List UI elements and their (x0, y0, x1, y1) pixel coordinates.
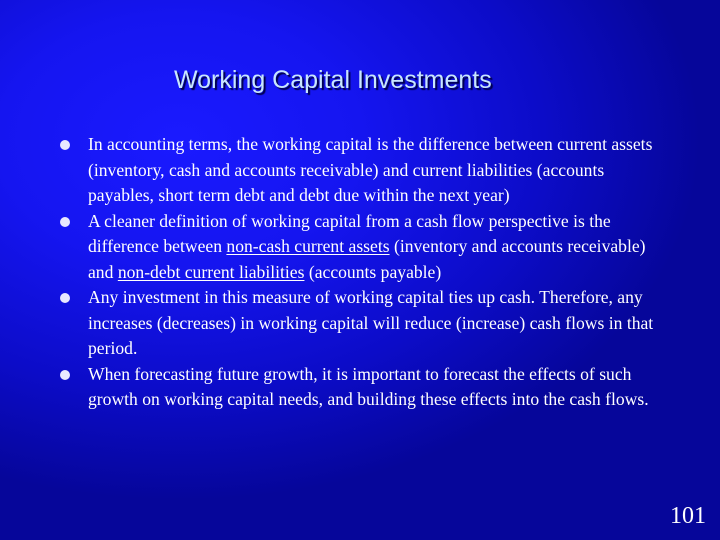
bullet-item-2 (60, 209, 660, 286)
bullet-text-part: (accounts payable) (304, 261, 442, 282)
bullet-item-3 (60, 285, 660, 362)
underlined-term-non-cash-current-assets: non-cash current assets (226, 236, 390, 256)
bullet-dot-icon (60, 140, 70, 150)
bullet-text: When forecasting future growth, it is important to forecast the effects of such growth on working capital needs, and building these effects into the cash flows. (88, 363, 649, 409)
underlined-term-non-debt-current-liabilities: non-debt current liabilities (117, 261, 305, 282)
bullet-text: In accounting terms, the working capital is the difference between current assets (inventory, cash and accounts receivable) and current liabilities (accounts payables, short term debt and debt due within the next year) (88, 134, 653, 205)
bullet-text: Any investment in this measure of working capital ties up cash. Therefore, any increases (decreases) in working capital will reduce (increase) cash flows in that period. (88, 287, 654, 358)
bullet-list (60, 132, 660, 413)
bullet-item-4 (60, 362, 660, 413)
bullet-dot-icon (60, 217, 70, 227)
bullet-text-part: A cleaner definition of working capital from a cash flow perspective is the difference between (88, 210, 611, 256)
bullet-dot-icon (60, 293, 70, 303)
bullet-item-1 (60, 132, 660, 209)
bullet-dot-icon (60, 370, 70, 380)
slide-title: Working Capital Investments (174, 66, 492, 94)
bullet-text-part: (inventory and accounts receivable) and (88, 236, 646, 282)
page-number: 101 (670, 503, 706, 529)
